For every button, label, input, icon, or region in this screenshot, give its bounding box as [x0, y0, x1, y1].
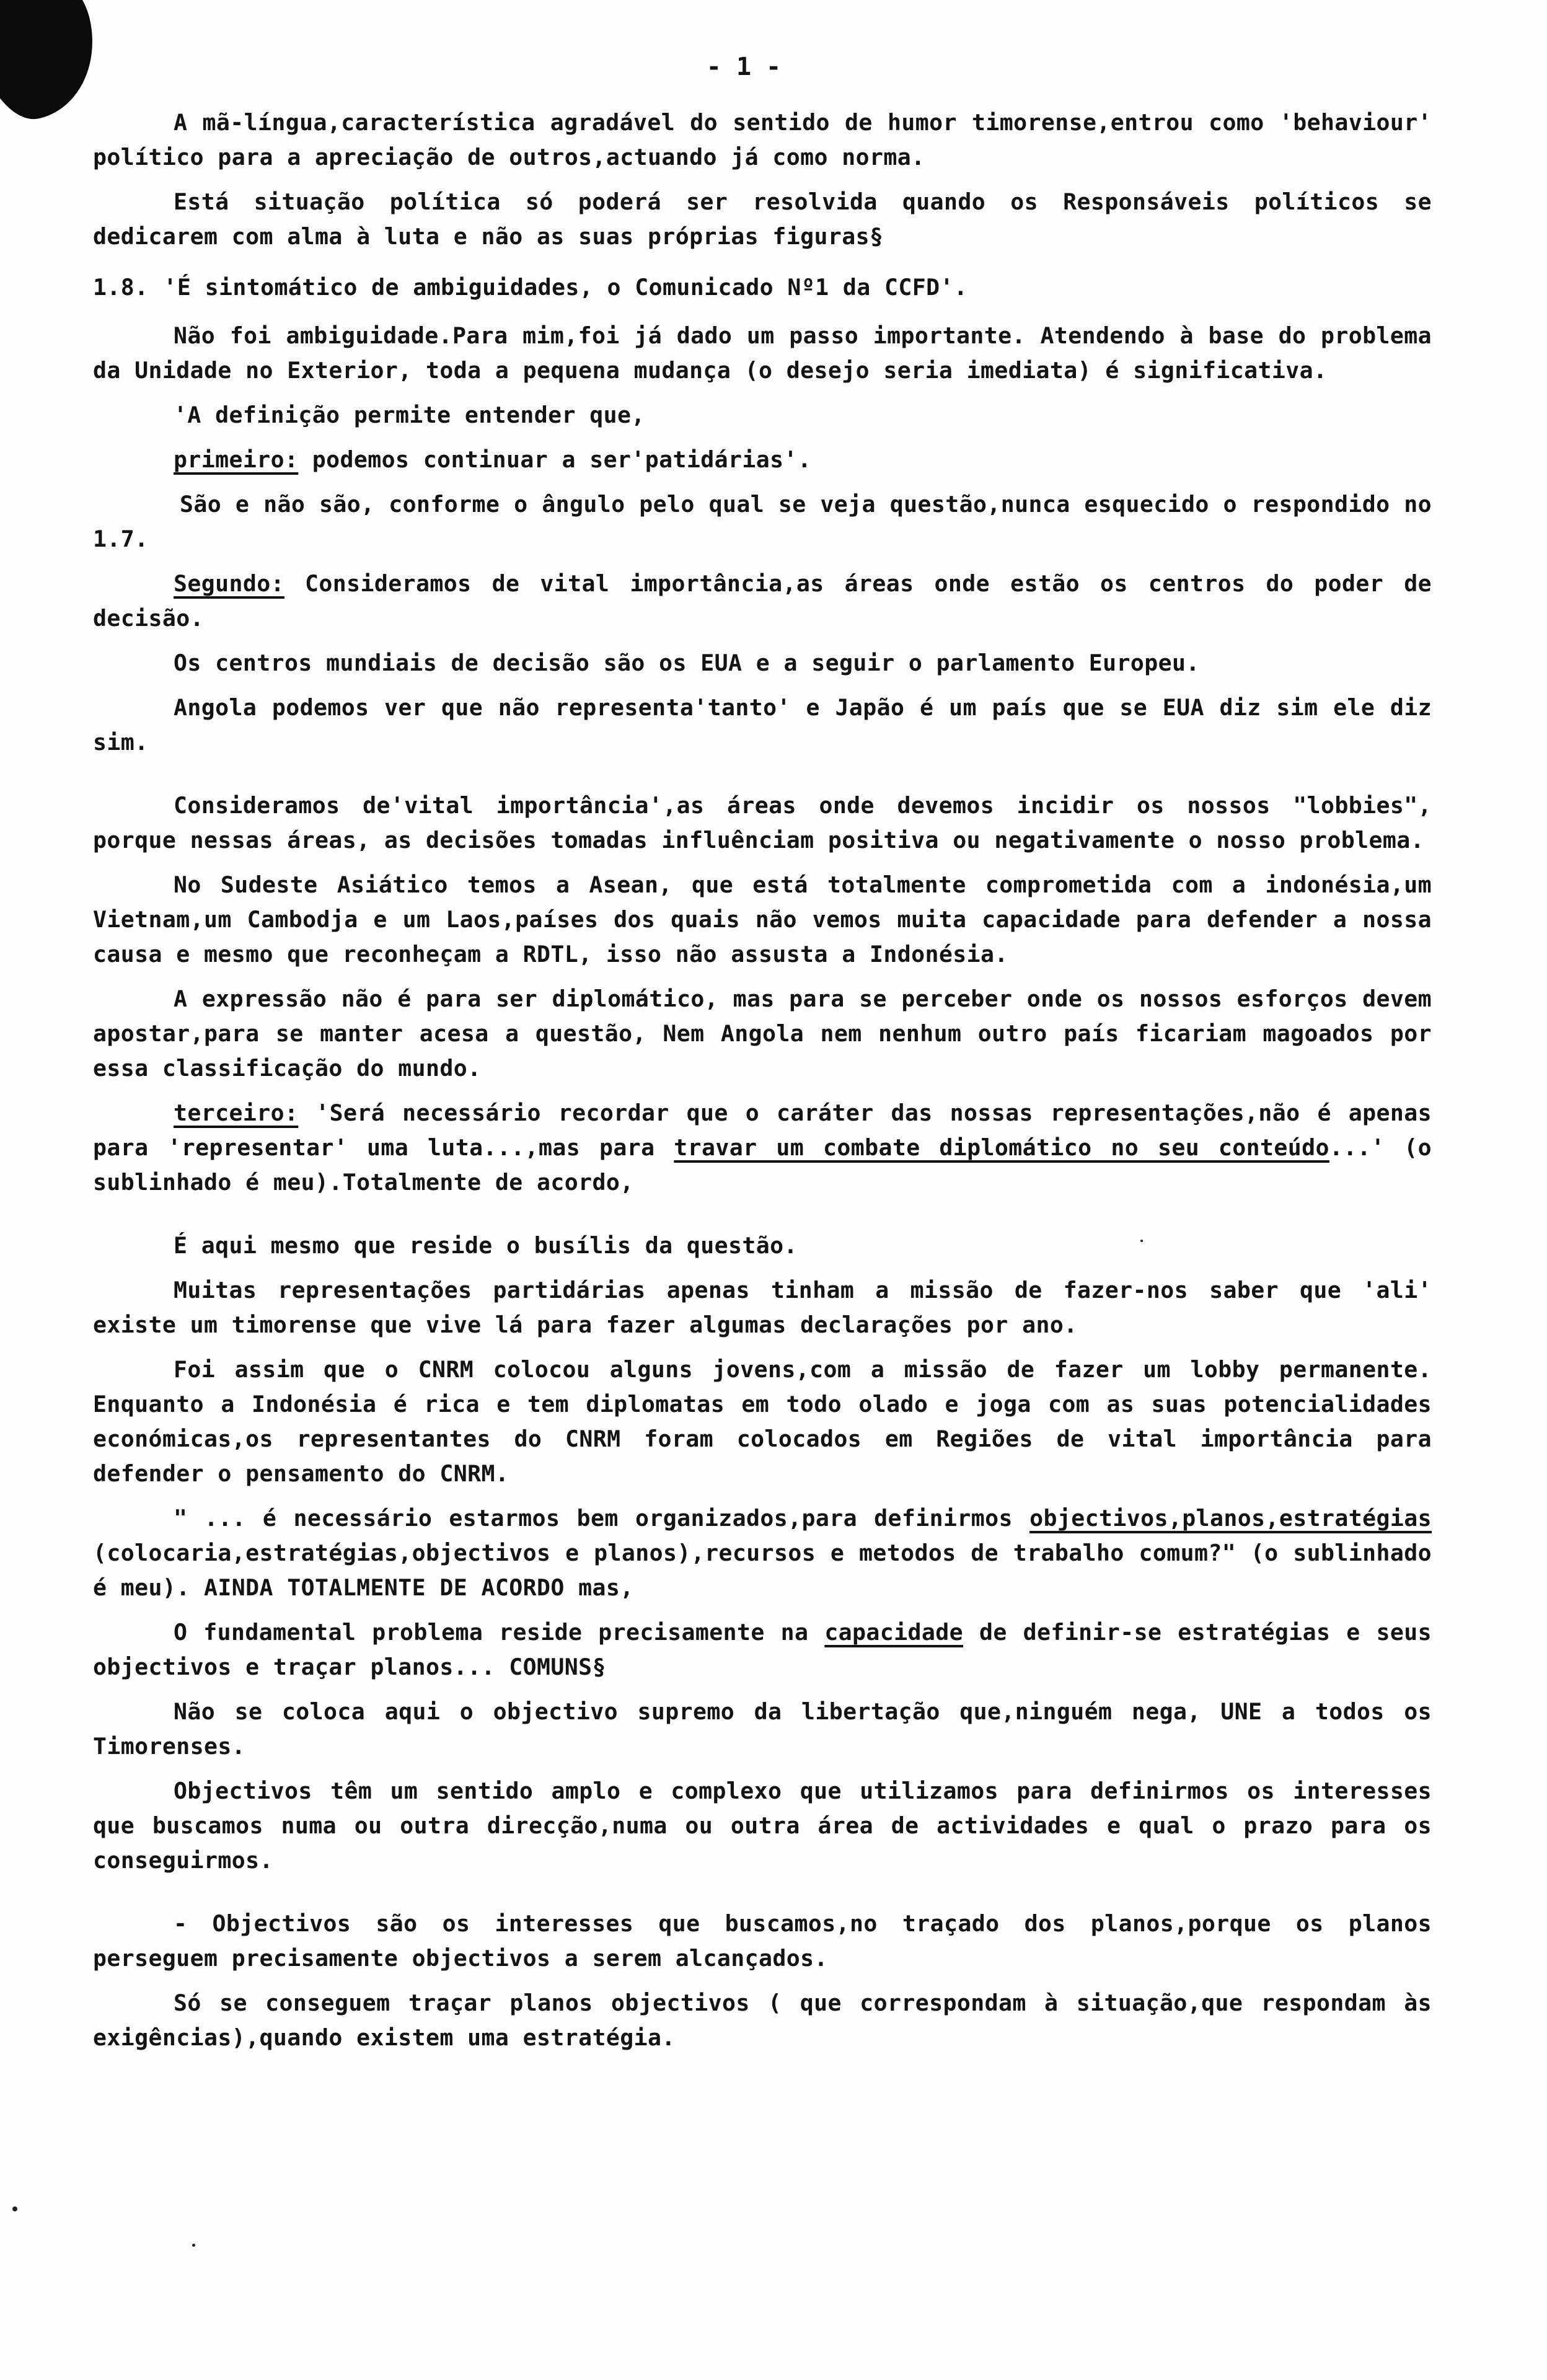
paragraph-text: Só se conseguem traçar planos objectivos ( que correspondam à situação,que respondam às exigências),quando existem uma estratégia. — [93, 1990, 1432, 2051]
paragraph — [93, 1228, 1432, 1263]
paragraph-text: Foi assim que o CNRM colocou alguns jovens,com a missão de fazer um lobby permanente. Enquanto a Indonésia é rica e tem diplomatas em todo olado e joga com as suas potencialidades económicas,os representantes do CNRM foram colocados em Regiões de vital importância para defender o pensamento do CNRM. — [93, 1356, 1432, 1487]
paragraph — [93, 1273, 1432, 1342]
paragraph — [93, 1352, 1432, 1491]
underlined-text: primeiro: — [174, 446, 299, 473]
paragraph — [93, 1615, 1432, 1685]
paragraph-text: 'A definição permite entender que, — [174, 402, 645, 428]
section-number: 1.8. — [93, 274, 149, 301]
speck — [192, 2244, 195, 2247]
paragraph — [93, 105, 1432, 175]
paragraph-text: A expressão não é para ser diplomático, mas para se perceber onde os nossos esforços devem apostar,para se manter acesa a questão, Nem Angola nem nenhum outro país ficariam magoados por essa classificação do mundo. — [93, 985, 1432, 1082]
paragraph — [93, 788, 1432, 858]
paragraph — [93, 1501, 1432, 1605]
speck — [12, 2206, 17, 2211]
paragraph — [93, 646, 1432, 681]
paragraph — [93, 1986, 1432, 2055]
paragraph-text: 'Será necessário recordar que o caráter das nossas representações,não é apenas para 'representar' uma luta...,mas para — [93, 1100, 1432, 1161]
paragraph-text: Angola podemos ver que não representa'tanto' e Japão é um país que se EUA diz sim ele diz sim. — [93, 694, 1432, 756]
paragraph-text: Consideramos de'vital importância',as áreas onde devemos incidir os nossos "lobbies", porque nessas áreas, as decisões tomadas influênciam positiva ou negativamente o nosso problema. — [93, 792, 1432, 853]
paragraph — [93, 690, 1432, 760]
paragraph — [93, 1096, 1432, 1200]
paragraph-text: No Sudeste Asiático temos a Asean, que está totalmente comprometida com a indonésia,um Vietnam,um Cambodja e um Laos,países dos quais não vemos muita capacidade para defender a nossa causa e mesmo que reconheçam a RDTL, isso não assusta a Indonésia. — [93, 871, 1432, 967]
paragraph — [93, 185, 1432, 254]
paragraph — [93, 487, 1432, 557]
paragraph-text: Não foi ambiguidade.Para mim,foi já dado um passo importante. Atendendo à base do problema da Unidade no Exterior, toda a pequena mudança (o desejo seria imediata) é significativa. — [93, 322, 1432, 384]
document-body — [93, 105, 1432, 2065]
paragraph-text: Está situação política só poderá ser resolvida quando os Responsáveis políticos se dedicarem com alma à luta e não as suas próprias figuras§ — [93, 188, 1432, 250]
paragraph-text: É aqui mesmo que reside o busílis da questão. — [174, 1232, 798, 1259]
paragraph — [93, 443, 1432, 477]
paragraph — [93, 1906, 1432, 1976]
paragraph-text: Consideramos de vital importância,as áreas onde estão os centros do poder de decisão. — [93, 570, 1432, 632]
paragraph-text: " ... é necessário estarmos bem organizados,para definirmos — [174, 1505, 1030, 1532]
paragraph-text: ...' (o sublinhado é meu).Totalmente de acordo, — [93, 1134, 1432, 1196]
paragraph-text: Não se coloca aqui o objectivo supremo da libertação que,ninguém nega, UNE a todos os Timorenses. — [93, 1698, 1432, 1760]
underlined-text: terceiro: — [174, 1100, 299, 1126]
paragraph — [93, 1695, 1432, 1764]
paragraph — [93, 868, 1432, 972]
underlined-text: objectivos,planos,estratégias — [1029, 1505, 1432, 1532]
paragraph-text: de definir-se estratégias e seus objectivos e traçar planos... COMUNS§ — [93, 1619, 1432, 1680]
paragraph-text: A mã-língua,característica agradável do sentido de humor timorense,entrou como 'behaviour' político para a apreciação de outros,actuando já como norma. — [93, 109, 1432, 170]
underlined-text: travar um combate diplomático no seu conteúdo — [674, 1134, 1329, 1161]
paragraph-text: O fundamental problema reside precisamente na — [174, 1619, 825, 1646]
paragraph-text: (colocaria,estratégias,objectivos e planos),recursos e metodos de trabalho comum?" (o sublinhado é meu). AINDA TOTALMENTE DE ACORDO mas, — [93, 1540, 1432, 1601]
paragraph-text: Muitas representações partidárias apenas tinham a missão de fazer-nos saber que 'ali' existe um timorense que vive lá para fazer algumas declarações por ano. — [93, 1277, 1432, 1338]
paragraph-text: 'É sintomático de ambiguidades, o Comunicado Nº1 da CCFD'. — [163, 274, 968, 301]
underlined-text: Segundo: — [174, 570, 284, 597]
ink-blot — [0, 0, 108, 128]
paragraph — [93, 566, 1432, 636]
paragraph — [93, 1774, 1432, 1878]
paragraph-text: São e não são, conforme o ângulo pelo qual se veja questão,nunca esquecido o respondido no 1.7. — [93, 491, 1432, 552]
paragraph-text: podemos continuar a ser'patidárias'. — [298, 446, 812, 473]
paragraph-text: Os centros mundiais de decisão são os EUA e a seguir o parlamento Europeu. — [174, 650, 1200, 676]
paragraph — [93, 270, 1432, 305]
page-number: - 1 - — [706, 53, 782, 81]
paragraph-text: - Objectivos são os interesses que buscamos,no traçado dos planos,porque os planos perseguem precisamente objectivos a serem alcançados. — [93, 1910, 1432, 1972]
paragraph — [93, 319, 1432, 388]
paragraph — [93, 398, 1432, 433]
underlined-text: capacidade — [824, 1619, 964, 1646]
paragraph — [93, 982, 1432, 1086]
paragraph-text: Objectivos têm um sentido amplo e complexo que utilizamos para definirmos os interesses que buscamos numa ou outra direcção,numa ou outra área de actividades e qual o prazo para os conseguirmos. — [93, 1778, 1432, 1874]
